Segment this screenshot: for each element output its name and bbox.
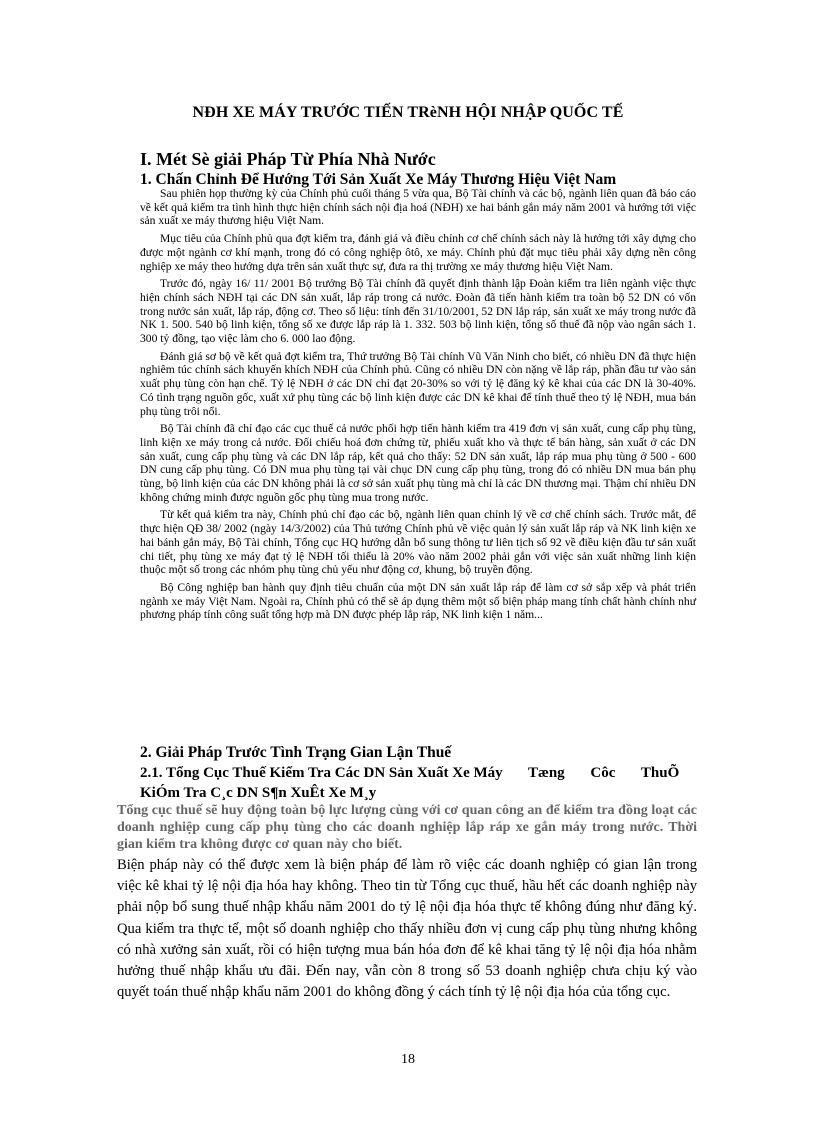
paragraph: Trước đó, ngày 16/ 11/ 2001 Bộ trưởng Bộ Tài chính đã quyết định thành lập Đoàn kiểm tra liên ngành việc thực hiện chính sách NĐH tại các DN sản xuất, lắp ráp trong cả nước. Đoàn đã tiến hành kiểm tra toàn bộ 52 DN có vốn trong nước sản xuất, lắp ráp, động cơ. Theo số liệu: tính đến 31/10/2001, 52 DN lắp ráp, sản xuất xe máy trong nước đã NK 1. 500. 540 bộ linh kiện, tổng số xe được lắp ráp là 1. 332. 503 bộ linh kiện, tổng số thuế đã nộp vào ngân sách 1. 300 tỷ đồng, tạo việc làm cho 6. 000 lao động. <box>140 277 696 346</box>
document-title: NĐH XE MÁY TRƯỚC TIẾN TRèNH HỘI NHẬP QUỐC TẾ <box>192 104 624 121</box>
highlighted-paragraph: Tổng cục thuế sẽ huy động toàn bộ lực lượng cùng với cơ quan công an để kiểm tra đồng loạt các doanh nghiệp cung cấp phụ tùng cho các doanh nghiệp lắp ráp xe gắn máy trong nước. Thời gian kiểm tra không được cơ quan này cho biết. <box>117 803 697 852</box>
paragraph: Bộ Tài chính đã chỉ đạo các cục thuế cả nước phối hợp tiến hành kiểm tra 419 đơn vị sản xuất, cung cấp phụ tùng, linh kiện xe máy trong cả nước. Đối chiếu hoá đơn chứng từ, phiếu xuất kho và thực tế bán hàng, sản xuất ở các DN sản xuất, cung cấp phụ tùng và các DN lắp ráp, kết quả cho thấy: 52 DN sản xuất, lắp ráp mua phụ tùng ở 500 - 600 DN cung cấp phụ tùng. Có DN mua phụ tùng tại vài chục DN cung cấp phụ tùng, trong đó có nhiều DN mua bán phụ tùng, bộ linh kiện của các DN không phải là cơ sở sản xuất phụ tùng mà chỉ là các DN thương mại. Thậm chí nhiều DN không chứng minh được nguồn gốc phụ tùng mua trong nước. <box>140 422 696 504</box>
page-number: 18 <box>401 1052 415 1067</box>
paragraph: Sau phiên họp thường kỳ của Chính phủ cuối tháng 5 vừa qua, Bộ Tài chính và các bộ, ngành liên quan đã báo cáo về kết quả kiểm tra tình hình thực hiện chính sách nội địa hoá (NĐH) xe hai bánh gắn máy năm 2001 và hướng tới việc sản xuất xe máy thương hiệu Việt Nam. <box>140 187 696 228</box>
section-1-body <box>140 187 696 622</box>
body-paragraph-large: Biện pháp này có thể được xem là biện pháp để làm rõ việc các doanh nghiệp có gian lận trong việc kê khai tỷ lệ nội địa hóa hay không. Theo tin từ Tổng cục thuế, hầu hết các doanh nghiệp này phải nộp bổ sung thuế nhập khẩu năm 2001 do tỷ lệ nội địa hóa thực tế không đúng như đăng ký. Qua kiểm tra thực tế, một số doanh nghiệp cho thấy nhiều đơn vị cung cấp phụ tùng nhưng không có nhà xưởng sản xuất, rồi có hiện tượng mua bán hóa đơn để kê khai tăng tỷ lệ nội địa hóa nhằm hưởng thuế nhập khẩu ưu đãi. Đến nay, vẫn còn 8 trong số 53 doanh nghiệp chưa chịu ký vào quyết toán thuế nhập khẩu năm 2001 do không đồng ý cách tính tỷ lệ nội địa hóa của tổng cục. <box>117 857 697 1001</box>
subsection-heading-2-1 <box>140 765 696 782</box>
subsection-heading-2-1-line2: KiÓm Tra C¸c DN S¶n XuÊt Xe M¸y <box>140 785 377 801</box>
subsection-heading-1-1: 1. Chấn Chỉnh Để Hướng Tới Sản Xuất Xe Máy Thương Hiệu Việt Nam <box>140 171 617 188</box>
section-heading-2: 2. Giải Pháp Trước Tình Trạng Gian Lận Thuế <box>140 744 452 761</box>
paragraph: Bộ Công nghiệp ban hành quy định tiêu chuẩn của một DN sản xuất lắp ráp để làm cơ sở sắp xếp và phát triển ngành xe máy Việt Nam. Ngoài ra, Chính phủ có thể sẽ áp dụng thêm một số biện pháp mang tính chất hành chính như phương pháp tính công suất tổng hợp mà DN được phép lắp ráp, NK linh kiện 1 năm... <box>140 580 696 622</box>
paragraph: Đánh giá sơ bộ về kết quả đợt kiểm tra, Thứ trưởng Bộ Tài chính Vũ Văn Ninh cho biết, có nhiều DN đã thực hiện nghiêm túc chính sách khuyến khích NĐH của Chính phủ. Cũng có nhiều DN còn nặng về lắp ráp, phần đầu tư vào sản xuất phụ tùng còn hạn chế. Tỷ lệ NĐH ở các DN chỉ đạt 20-30% so với tỷ lệ đăng ký kê khai của các DN là 30-40%. Có tình trạng nguồn gốc, xuất xứ phụ tùng các bộ linh kiện được các DN kê khai để tính thuế theo tỷ lệ NĐH, mua bán phụ tùng trôi nổi. <box>140 349 696 418</box>
paragraph: Mục tiêu của Chính phủ qua đợt kiểm tra, đánh giá và điều chỉnh cơ chế chính sách này là hướng tới xây dựng cho được một ngành cơ khí mạnh, trong đó có công nghiệp ôtô, xe máy. Chính phủ đặt mục tiêu phải xây dựng nền công nghiệp xe máy theo hướng dựa trên sản xuất thực sự, đưa ra thị trường xe máy thương hiệu Việt Nam. <box>140 232 696 273</box>
section-heading-1: I. Mét Sè giải Pháp Từ Phía Nhà Nước <box>140 149 436 169</box>
subsection-heading-2-1-right: Tæng Côc ThuÕ <box>528 765 680 781</box>
subsection-heading-2-1-left: 2.1. Tổng Cục Thuế Kiểm Tra Các DN Sản Xuất Xe Máy <box>140 765 503 781</box>
paragraph: Từ kết quả kiểm tra này, Chính phủ chỉ đạo các bộ, ngành liên quan chỉnh lý về cơ chế chính sách. Trước mắt, để thực hiện QĐ 38/ 2002 (ngày 14/3/2002) của Thủ tướng Chính phủ về việc quản lý sản xuất lắp ráp và NK linh kiện xe hai bánh gắn máy, Bộ Tài chính, Tổng cục HQ hướng dẫn bổ sung thông tư liên tịch số 92 về điều kiện đầu tư sản xuất chi tiết, phụ tùng xe máy đạt tỷ lệ NĐH tối thiểu là 20% vào năm 2002 phải gắn với việc sản xuất những linh kiện thuộc một số trong các nhóm phụ tùng chủ yếu như động cơ, khung, bộ truyền động. <box>140 508 696 577</box>
